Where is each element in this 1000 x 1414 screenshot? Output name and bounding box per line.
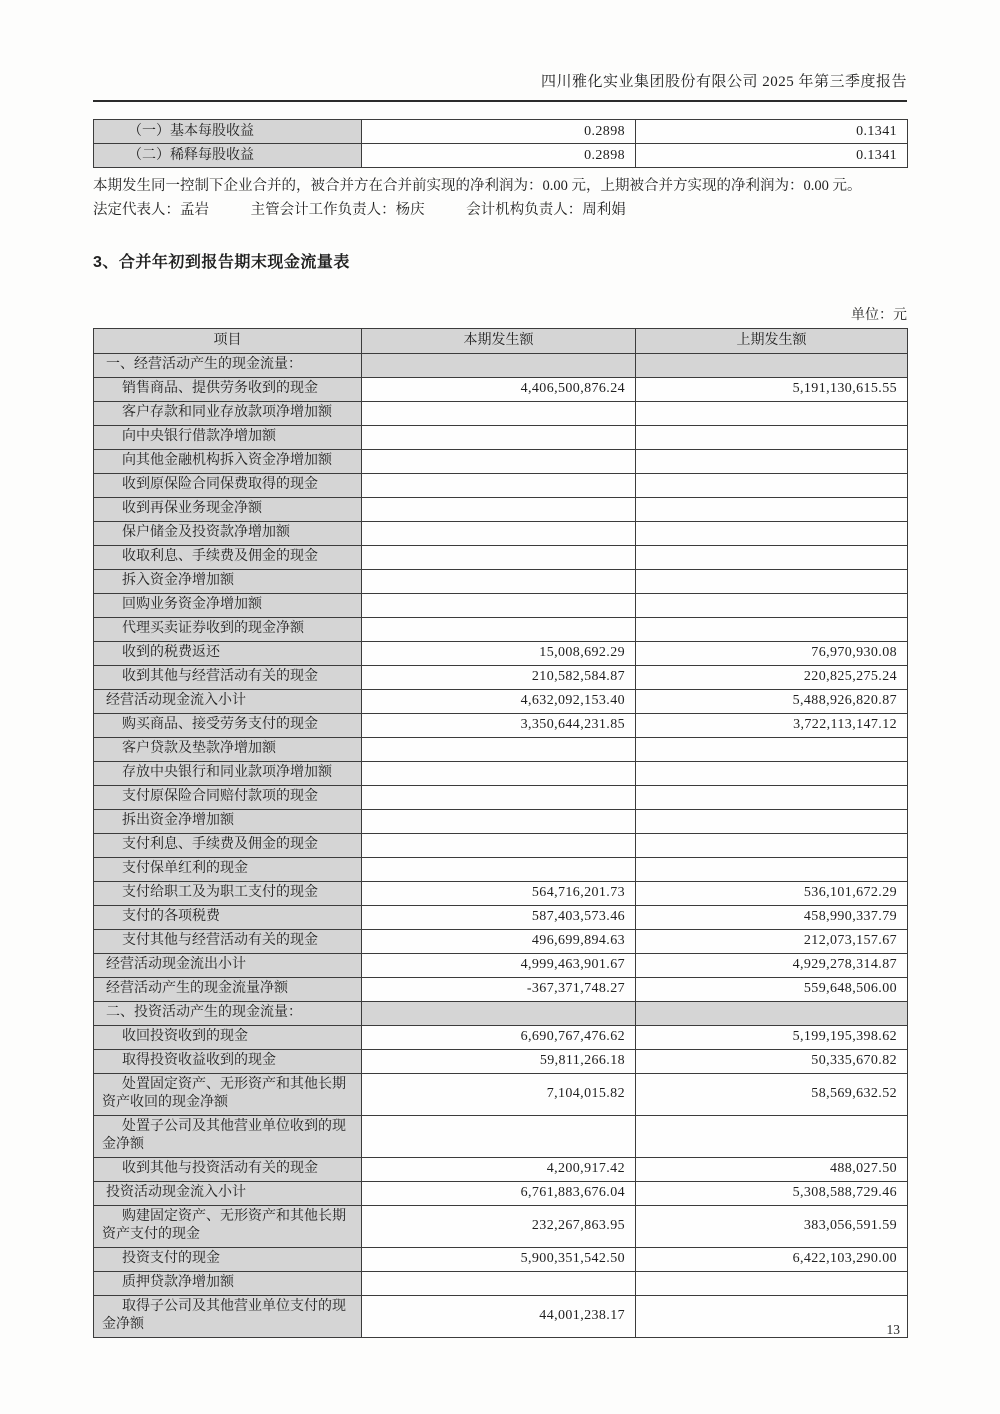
table-row (94, 449, 908, 473)
row-label: 处置固定资产、无形资产和其他长期资产收回的现金净额 (94, 1073, 362, 1115)
table-row (94, 120, 908, 144)
row-label: 购买商品、接受劳务支付的现金 (94, 713, 362, 737)
table-row (94, 497, 908, 521)
prior-period-value (636, 785, 908, 809)
table-row (94, 1073, 908, 1115)
prior-period-value (636, 1001, 908, 1025)
current-period-value (362, 809, 636, 833)
signatories-line (93, 200, 907, 222)
table-row (94, 1115, 908, 1157)
row-label: 经营活动现金流入小计 (94, 689, 362, 713)
legal-representative: 法定代表人：孟岩 (93, 201, 209, 218)
row-label: 处置子公司及其他营业单位收到的现金净额 (94, 1115, 362, 1157)
current-period-value: 3,350,644,231.85 (362, 713, 636, 737)
prior-period-value: 536,101,672.29 (636, 881, 908, 905)
table-row (94, 929, 908, 953)
row-label: 经营活动产生的现金流量净额 (94, 977, 362, 1001)
table-row (94, 1181, 908, 1205)
table-row (94, 833, 908, 857)
row-label: 收回投资收到的现金 (94, 1025, 362, 1049)
current-period-value (362, 473, 636, 497)
current-period-value (362, 569, 636, 593)
current-period-value (362, 857, 636, 881)
current-period-value (362, 1271, 636, 1295)
row-label: 投资支付的现金 (94, 1247, 362, 1271)
current-period-value: 5,900,351,542.50 (362, 1247, 636, 1271)
prior-period-value (636, 833, 908, 857)
prior-period-value: 488,027.50 (636, 1157, 908, 1181)
chief-accountant: 主管会计工作负责人：杨庆 (250, 201, 425, 218)
prior-period-value (636, 425, 908, 449)
prior-period-value: 212,073,157.67 (636, 929, 908, 953)
page-number: 13 (886, 1322, 900, 1337)
row-label: 经营活动现金流出小计 (94, 953, 362, 977)
prior-period-value (636, 1295, 908, 1337)
row-label: 保户储金及投资款净增加额 (94, 521, 362, 545)
section-row (94, 353, 908, 377)
row-label: 支付保单红利的现金 (94, 857, 362, 881)
prior-period-value: 5,199,195,398.62 (636, 1025, 908, 1049)
table-row (94, 401, 908, 425)
prior-period-value (636, 521, 908, 545)
row-label: 收到原保险合同保费取得的现金 (94, 473, 362, 497)
row-label: 质押贷款净增加额 (94, 1271, 362, 1295)
table-row (94, 1157, 908, 1181)
prior-period-value (636, 497, 908, 521)
current-period-value: 0.2898 (362, 144, 636, 168)
cashflow-header-row (94, 328, 908, 353)
table-row (94, 144, 908, 168)
current-period-value (362, 401, 636, 425)
prior-period-value (636, 353, 908, 377)
row-label: 支付的各项税费 (94, 905, 362, 929)
prior-period-value (636, 449, 908, 473)
current-period-value (362, 353, 636, 377)
row-label: 代理买卖证券收到的现金净额 (94, 617, 362, 641)
row-label: 收到再保业务现金净额 (94, 497, 362, 521)
prior-period-value (636, 761, 908, 785)
prior-period-value: 383,056,591.59 (636, 1205, 908, 1247)
current-period-value: 6,690,767,476.62 (362, 1025, 636, 1049)
prior-period-value: 4,929,278,314.87 (636, 953, 908, 977)
current-period-value: 6,761,883,676.04 (362, 1181, 636, 1205)
current-period-value (362, 1001, 636, 1025)
table-row (94, 521, 908, 545)
current-period-value (362, 545, 636, 569)
merger-note: 本期发生同一控制下企业合并的，被合并方在合并前实现的净利润为：0.00 元，上期被合并方实现的净利润为：0.00 元。 (93, 178, 862, 194)
current-period-value: 7,104,015.82 (362, 1073, 636, 1115)
prior-period-value (636, 401, 908, 425)
row-label: 拆入资金净增加额 (94, 569, 362, 593)
table-row (94, 713, 908, 737)
column-header-prior-period: 上期发生额 (636, 328, 908, 353)
row-label: 收到其他与投资活动有关的现金 (94, 1157, 362, 1181)
row-label: 收到的税费返还 (94, 641, 362, 665)
column-header-current-period: 本期发生额 (362, 328, 636, 353)
table-row (94, 545, 908, 569)
current-period-value (362, 449, 636, 473)
current-period-value (362, 833, 636, 857)
table-row (94, 569, 908, 593)
row-label: 取得投资收益收到的现金 (94, 1049, 362, 1073)
accounting-head: 会计机构负责人：周利娟 (466, 201, 626, 218)
current-period-value: 4,200,917.42 (362, 1157, 636, 1181)
current-period-value (362, 521, 636, 545)
current-period-value (362, 1115, 636, 1157)
current-period-value: 564,716,201.73 (362, 881, 636, 905)
row-label: 销售商品、提供劳务收到的现金 (94, 377, 362, 401)
table-row (94, 785, 908, 809)
table-row (94, 905, 908, 929)
current-period-value (362, 617, 636, 641)
row-label: 支付其他与经营活动有关的现金 (94, 929, 362, 953)
table-row (94, 641, 908, 665)
row-label: 向中央银行借款净增加额 (94, 425, 362, 449)
prior-period-value: 5,488,926,820.87 (636, 689, 908, 713)
table-row (94, 377, 908, 401)
current-period-value: 59,811,266.18 (362, 1049, 636, 1073)
unit-label: 单位：元 (851, 307, 907, 323)
prior-period-value: 76,970,930.08 (636, 641, 908, 665)
prior-period-value: 559,648,506.00 (636, 977, 908, 1001)
row-label: （一）基本每股收益 (94, 120, 362, 144)
table-row (94, 1247, 908, 1271)
table-row (94, 1049, 908, 1073)
table-row (94, 1295, 908, 1337)
row-label: 收到其他与经营活动有关的现金 (94, 665, 362, 689)
row-label: 二、投资活动产生的现金流量： (94, 1001, 362, 1025)
current-period-value (362, 737, 636, 761)
row-label: 向其他金融机构拆入资金净增加额 (94, 449, 362, 473)
current-period-value: 15,008,692.29 (362, 641, 636, 665)
section-heading: 3、合并年初到报告期末现金流量表 (93, 253, 350, 271)
prior-period-value (636, 1271, 908, 1295)
section-row (94, 1001, 908, 1025)
table-row (94, 425, 908, 449)
current-period-value: 4,999,463,901.67 (362, 953, 636, 977)
table-row (94, 617, 908, 641)
current-period-value: 4,632,092,153.40 (362, 689, 636, 713)
prior-period-value (636, 593, 908, 617)
row-label: 收取利息、手续费及佣金的现金 (94, 545, 362, 569)
prior-period-value (636, 569, 908, 593)
table-row (94, 857, 908, 881)
table-row (94, 977, 908, 1001)
row-label: 支付原保险合同赔付款项的现金 (94, 785, 362, 809)
current-period-value: 210,582,584.87 (362, 665, 636, 689)
current-period-value (362, 761, 636, 785)
row-label: （二）稀释每股收益 (94, 144, 362, 168)
row-label: 存放中央银行和同业款项净增加额 (94, 761, 362, 785)
prior-period-value: 5,308,588,729.46 (636, 1181, 908, 1205)
row-label: 支付给职工及为职工支付的现金 (94, 881, 362, 905)
row-label: 客户存款和同业存放款项净增加额 (94, 401, 362, 425)
column-header-item: 项目 (94, 328, 362, 353)
prior-period-value (636, 545, 908, 569)
prior-period-value: 220,825,275.24 (636, 665, 908, 689)
row-label: 投资活动现金流入小计 (94, 1181, 362, 1205)
row-label: 回购业务资金净增加额 (94, 593, 362, 617)
table-row (94, 1025, 908, 1049)
current-period-value: 44,001,238.17 (362, 1295, 636, 1337)
prior-period-value: 458,990,337.79 (636, 905, 908, 929)
report-header-title: 四川雅化实业集团股份有限公司 2025 年第三季度报告 (93, 70, 907, 102)
table-row (94, 1205, 908, 1247)
table-row (94, 689, 908, 713)
current-period-value: 587,403,573.46 (362, 905, 636, 929)
table-row (94, 665, 908, 689)
row-label: 客户贷款及垫款净增加额 (94, 737, 362, 761)
prior-period-value (636, 1115, 908, 1157)
prior-period-value (636, 809, 908, 833)
table-row (94, 473, 908, 497)
current-period-value: 4,406,500,876.24 (362, 377, 636, 401)
current-period-value: -367,371,748.27 (362, 977, 636, 1001)
current-period-value (362, 593, 636, 617)
current-period-value: 496,699,894.63 (362, 929, 636, 953)
table-row (94, 1271, 908, 1295)
cashflow-table (93, 328, 908, 1338)
table-row (94, 881, 908, 905)
prior-period-value (636, 473, 908, 497)
prior-period-value: 5,191,130,615.55 (636, 377, 908, 401)
row-label: 一、经营活动产生的现金流量： (94, 353, 362, 377)
eps-table (93, 119, 908, 168)
current-period-value (362, 785, 636, 809)
prior-period-value: 6,422,103,290.00 (636, 1247, 908, 1271)
table-row (94, 953, 908, 977)
table-row (94, 761, 908, 785)
prior-period-value: 58,569,632.52 (636, 1073, 908, 1115)
prior-period-value: 50,335,670.82 (636, 1049, 908, 1073)
prior-period-value: 0.1341 (636, 120, 908, 144)
row-label: 支付利息、手续费及佣金的现金 (94, 833, 362, 857)
prior-period-value: 3,722,113,147.12 (636, 713, 908, 737)
current-period-value (362, 425, 636, 449)
page-content (0, 70, 1000, 1338)
current-period-value: 232,267,863.95 (362, 1205, 636, 1247)
row-label: 拆出资金净增加额 (94, 809, 362, 833)
current-period-value (362, 497, 636, 521)
table-row (94, 809, 908, 833)
row-label: 购建固定资产、无形资产和其他长期资产支付的现金 (94, 1205, 362, 1247)
prior-period-value (636, 857, 908, 881)
prior-period-value: 0.1341 (636, 144, 908, 168)
row-label: 取得子公司及其他营业单位支付的现金净额 (94, 1295, 362, 1337)
prior-period-value (636, 737, 908, 761)
prior-period-value (636, 617, 908, 641)
current-period-value: 0.2898 (362, 120, 636, 144)
table-row (94, 593, 908, 617)
table-row (94, 737, 908, 761)
